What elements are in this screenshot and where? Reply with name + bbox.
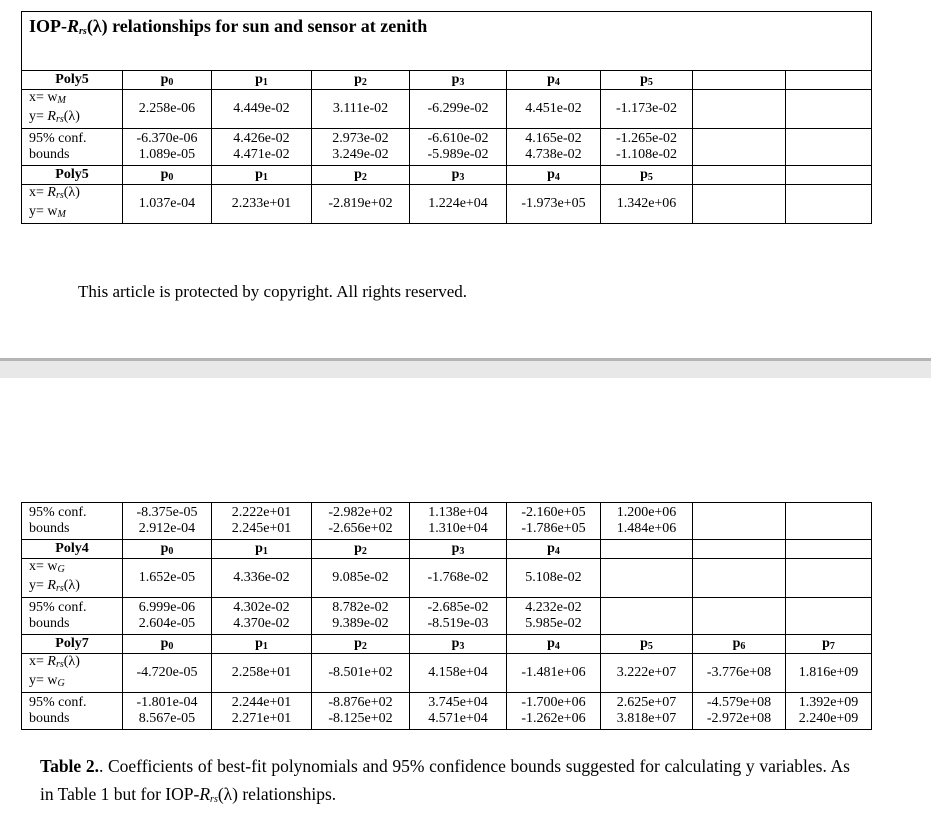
- conf-bounds: 2.222e+01 2.245e+01: [212, 503, 312, 540]
- coef-value: 4.451e-02: [507, 90, 601, 129]
- coef-value: 2.258e+01: [212, 654, 312, 693]
- empty-cell: [786, 129, 872, 166]
- empty-cell: [786, 185, 872, 224]
- conf-bounds: -1.801e-04 8.567e-05: [123, 693, 212, 730]
- table-1-title: IOP-$R_{rs}(\lambda)$ relationships for sun and sensor at zenith: [22, 12, 872, 71]
- header-p3: $p_3$: [410, 166, 507, 185]
- poly5b-header-row: [22, 166, 872, 185]
- header-p2: $p_2$: [312, 71, 410, 90]
- conf-bounds: -6.610e-02 -5.989e-02: [410, 129, 507, 166]
- header-p6: $p_6$: [693, 635, 786, 654]
- coef-value: 1.816e+09: [786, 654, 872, 693]
- header-p2: $p_2$: [312, 540, 410, 559]
- poly7-label: Poly7: [22, 635, 123, 654]
- coef-value: -6.299e-02: [410, 90, 507, 129]
- header-p2: $p_2$: [312, 635, 410, 654]
- poly5b-label: Poly5: [22, 166, 123, 185]
- header-p4: $p_4$: [507, 540, 601, 559]
- poly5b-xy-label: $x= R_{rs}(\lambda)$ $y= w_M$: [22, 185, 123, 224]
- header-p1: $p_1$: [212, 635, 312, 654]
- conf-bounds: -2.160e+05 -1.786e+05: [507, 503, 601, 540]
- empty-cell: [693, 129, 786, 166]
- poly4-label: Poly4: [22, 540, 123, 559]
- coef-value: -4.720e-05: [123, 654, 212, 693]
- header-p5: $p_5$: [601, 635, 693, 654]
- conf-bounds: -2.982e+02 -2.656e+02: [312, 503, 410, 540]
- coef-value: -2.819e+02: [312, 185, 410, 224]
- table-1-title-row: [22, 12, 872, 71]
- empty-cell: [786, 540, 872, 559]
- coef-value: -1.173e-02: [601, 90, 693, 129]
- empty-cell: [786, 71, 872, 90]
- empty-cell: [786, 166, 872, 185]
- poly7-header-row: [22, 635, 872, 654]
- header-p0: $p_0$: [123, 166, 212, 185]
- empty-cell: [786, 559, 872, 598]
- header-p0: $p_0$: [123, 540, 212, 559]
- coef-value: 4.336e-02: [212, 559, 312, 598]
- coef-value: 9.085e-02: [312, 559, 410, 598]
- conf-bounds: 1.200e+06 1.484e+06: [601, 503, 693, 540]
- coef-value: 3.222e+07: [601, 654, 693, 693]
- header-p0: $p_0$: [123, 635, 212, 654]
- header-p4: $p_4$: [507, 635, 601, 654]
- header-p0: $p_0$: [123, 71, 212, 90]
- conf-bounds: 1.138e+04 1.310e+04: [410, 503, 507, 540]
- header-p2: $p_2$: [312, 166, 410, 185]
- conf-bounds: -6.370e-06 1.089e-05: [123, 129, 212, 166]
- poly5a-value-row: [22, 90, 872, 129]
- coef-value: 1.224e+04: [410, 185, 507, 224]
- coef-value: 1.652e-05: [123, 559, 212, 598]
- coef-value: 5.108e-02: [507, 559, 601, 598]
- empty-cell: [786, 90, 872, 129]
- conf-bounds: 6.999e-06 2.604e-05: [123, 598, 212, 635]
- header-p3: $p_3$: [410, 540, 507, 559]
- coef-value: -1.973e+05: [507, 185, 601, 224]
- table-2: [21, 502, 872, 730]
- conf-label: 95% conf. bounds: [22, 503, 123, 540]
- header-p5: $p_5$: [601, 71, 693, 90]
- conf-bounds: -1.265e-02 -1.108e-02: [601, 129, 693, 166]
- poly4-conf-row: [22, 598, 872, 635]
- conf-top-row: [22, 503, 872, 540]
- conf-bounds: 2.244e+01 2.271e+01: [212, 693, 312, 730]
- header-p1: $p_1$: [212, 166, 312, 185]
- coef-value: 4.449e-02: [212, 90, 312, 129]
- conf-bounds: 3.745e+04 4.571e+04: [410, 693, 507, 730]
- header-p5: $p_5$: [601, 166, 693, 185]
- empty-cell: [693, 559, 786, 598]
- conf-bounds: 2.973e-02 3.249e-02: [312, 129, 410, 166]
- poly7-value-row: [22, 654, 872, 693]
- coef-value: 1.342e+06: [601, 185, 693, 224]
- empty-cell: [693, 90, 786, 129]
- coef-value: 4.158e+04: [410, 654, 507, 693]
- empty-cell: [786, 598, 872, 635]
- conf-bounds: -8.876e+02 -8.125e+02: [312, 693, 410, 730]
- coef-value: -3.776e+08: [693, 654, 786, 693]
- poly5b-value-row: [22, 185, 872, 224]
- conf-bounds: 4.165e-02 4.738e-02: [507, 129, 601, 166]
- empty-cell: [693, 71, 786, 90]
- conf-bounds: -4.579e+08 -2.972e+08: [693, 693, 786, 730]
- poly4-header-row: [22, 540, 872, 559]
- poly4-xy-label: $x= w_G$ $y= R_{rs}(\lambda)$: [22, 559, 123, 598]
- table-1: [21, 11, 872, 224]
- table-caption: Table 2.. Coefficients of best-fit polynomials and 95% confidence bounds suggested for calculating y variables. As in Table 1 but for IOP-$R_{rs}(\lambda)$ relationships.: [40, 756, 850, 805]
- header-p3: $p_3$: [410, 71, 507, 90]
- conf-bounds: -8.375e-05 2.912e-04: [123, 503, 212, 540]
- coef-value: 2.258e-06: [123, 90, 212, 129]
- conf-bounds: 1.392e+09 2.240e+09: [786, 693, 872, 730]
- empty-cell: [693, 503, 786, 540]
- header-p3: $p_3$: [410, 635, 507, 654]
- header-p4: $p_4$: [507, 71, 601, 90]
- poly5a-xy-label: $x= w_M$ $y= R_{rs}(\lambda)$: [22, 90, 123, 129]
- coef-value: -1.481e+06: [507, 654, 601, 693]
- conf-label: 95% conf. bounds: [22, 129, 123, 166]
- empty-cell: [786, 503, 872, 540]
- poly5a-conf-row: [22, 129, 872, 166]
- coef-value: 3.111e-02: [312, 90, 410, 129]
- poly5a-label: Poly5: [22, 71, 123, 90]
- header-p4: $p_4$: [507, 166, 601, 185]
- empty-cell: [693, 598, 786, 635]
- conf-bounds: 4.232e-02 5.985e-02: [507, 598, 601, 635]
- conf-bounds: 2.625e+07 3.818e+07: [601, 693, 693, 730]
- coef-value: 1.037e-04: [123, 185, 212, 224]
- coef-value: -1.768e-02: [410, 559, 507, 598]
- poly4-value-row: [22, 559, 872, 598]
- empty-cell: [693, 166, 786, 185]
- empty-cell: [601, 598, 693, 635]
- poly5a-header-row: [22, 71, 872, 90]
- conf-bounds: -1.700e+06 -1.262e+06: [507, 693, 601, 730]
- empty-cell: [693, 540, 786, 559]
- page-gutter: [0, 358, 931, 378]
- poly7-xy-label: $x= R_{rs}(\lambda)$ $y= w_G$: [22, 654, 123, 693]
- conf-bounds: 8.782e-02 9.389e-02: [312, 598, 410, 635]
- coef-value: -8.501e+02: [312, 654, 410, 693]
- coef-value: 2.233e+01: [212, 185, 312, 224]
- empty-cell: [693, 185, 786, 224]
- header-p1: $p_1$: [212, 540, 312, 559]
- header-p1: $p_1$: [212, 71, 312, 90]
- conf-bounds: -2.685e-02 -8.519e-03: [410, 598, 507, 635]
- empty-cell: [601, 559, 693, 598]
- poly7-conf-row: [22, 693, 872, 730]
- conf-label: 95% conf. bounds: [22, 598, 123, 635]
- copyright-notice: This article is protected by copyright. All rights reserved.: [78, 282, 468, 301]
- header-p7: $p_7$: [786, 635, 872, 654]
- conf-bounds: 4.302e-02 4.370e-02: [212, 598, 312, 635]
- conf-bounds: 4.426e-02 4.471e-02: [212, 129, 312, 166]
- empty-cell: [601, 540, 693, 559]
- conf-label: 95% conf. bounds: [22, 693, 123, 730]
